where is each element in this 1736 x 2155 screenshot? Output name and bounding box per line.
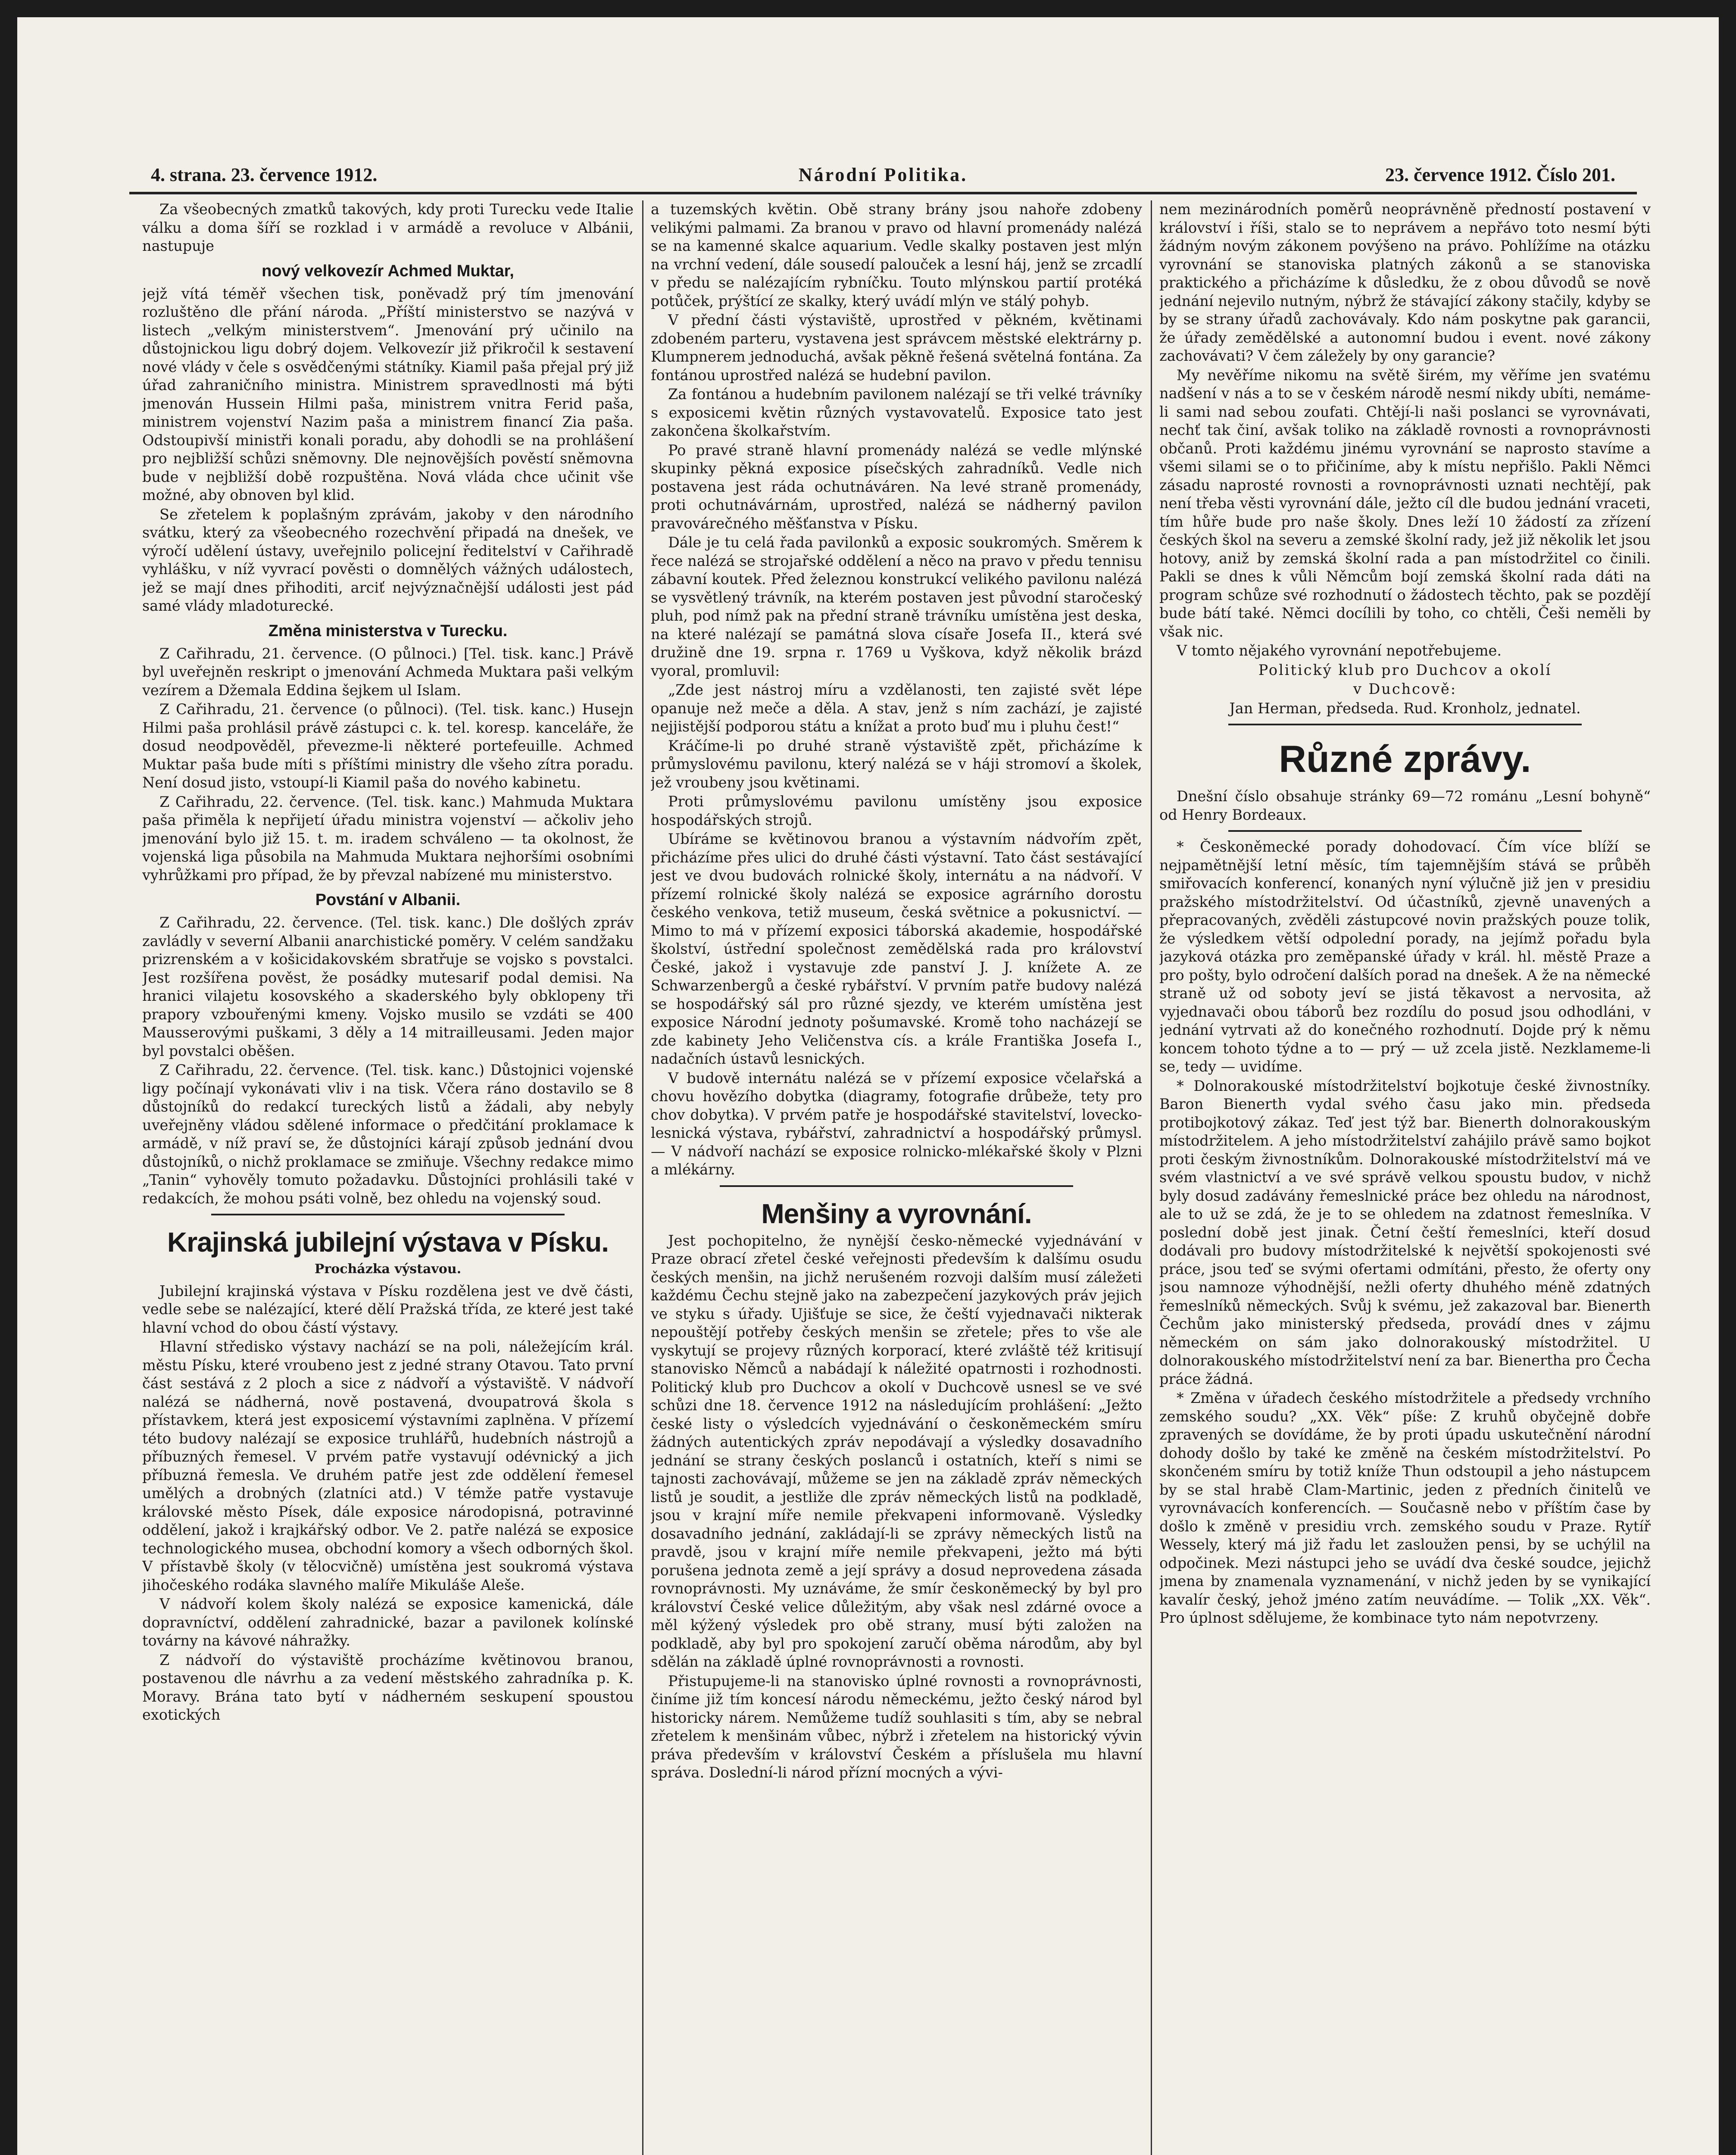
column-2 [651, 200, 1142, 2155]
article-paragraph: Kráčíme-li po druhé straně výstaviště zpět, přicházíme k průmyslovému pavilonu, který nalézá se v háji stromoví a školek, jež vroubeny jsou květinami. [651, 737, 1142, 791]
article-paragraph: Ubíráme se květinovou branou a výstavním nádvořím zpět, přicházíme přes ulici do druhé části výstavní. Tato část sestávající jest ve dvou budovách rolnické školy, internátu a na nádvoří. V přízemí rolnické školy nalézá se exposice agrárního dorostu českého venkova, tetiž museum, česká světnice a pokusnictví. — Mimo to má v přízemí exposici táborská akademie, hospodářské školství, ústřední společnost zemědělská rada pro království České, jakož i vystavuje zde panství J. J. knížete A. ze Schwarzenbergů a české rybářství. V prvním patře budovy nalézá se hospodářský sál pro různé sjezdy, ve kterém umístěna jest exposice Národní jednoty pošumavské. Kromě toho nacházejí se zde kabinety Jeho Veličenstva cís. a krále Františka Josefa I., nadačních ústavů lesnických. [651, 831, 1142, 1067]
article-paragraph: jejž vítá téměř všechen tisk, poněvadž prý tím jmenování rozluštěno dle přání národa. „Příští ministerstvo se nazývá v listech „velkým ministerstvem“. Jmenování prý učinilo na důstojnickou ligu dobrý dojem. Velkovezír již přikročil k sestavení nové vlády v čele s osvědčenými státníky. Kiamil paša přejal prý již úřad zahraničního ministra. Ministrem spravedlnosti má býti jmenován Hussein Hilmi paša, ministrem vnitra Ferid paša, ministrem vojenství Nazim paša a ministrem financí Zia paša. Odstoupivší ministři konali poradu, aby dohodli se na prohlášení pro nejbližší schůzi sněmovny. Dle nejnovějších pověstí sněmovna bude v nejbližší době rozpuštěna. Nová vláda chce učinit vše možné, aby obnoven byl klid. [142, 285, 634, 503]
signatories: Jan Herman, předseda. Rud. Kronholz, jednatel. [1229, 700, 1581, 717]
column-3 [1159, 200, 1651, 2155]
section-heading: Změna ministerstva v Turecku. [268, 622, 508, 640]
section-divider [1228, 724, 1582, 725]
article-paragraph: Za všeobecných zmatků takových, kdy proti Turecku vede Italie válku a doma šíří se rozklad i v armádě a revoluce v Albánii, nastupuje [142, 201, 634, 254]
header-issue-number: 23. července 1912. Číslo 201. [1385, 164, 1615, 185]
column-1 [142, 200, 634, 2155]
section-divider [211, 1214, 565, 1215]
section-divider [720, 1185, 1073, 1187]
article-paragraph: Po pravé straně hlavní promenády nalézá se vedle mlýnské skupinky pěkná exposice písečských zahradníků. Vedle nich postavena jest ráda ochutnáváren. Na levé straně promenády, proti ochutnávárnám, uprostřed, nalézá se nádherný pavilon pravovárečného měšťanstva v Písku. [651, 441, 1142, 532]
page-header [125, 164, 1641, 190]
column-divider [1151, 200, 1152, 2155]
section-heading: nový velkovezír Achmed Muktar, [262, 262, 514, 280]
article-paragraph: Proti průmyslovému pavilonu umístěny jsou exposice hospodářských strojů. [651, 793, 1142, 828]
header-rule [129, 192, 1637, 194]
article-paragraph: Z Cařihradu, 22. července. (Tel. tisk. kanc.) Mahmuda Muktara paša přiměla k nepřijetí úřadu ministra vojenství — ačkoliv jeho jmenování bylo již 15. t. m. iradem schváleno — ta okolnost, že vojenská liga působila na Mahmuda Muktara nejhoršími osobními vyhrůžkami pro případ, že by převzal nabízené mu ministerstvo. [142, 793, 634, 884]
news-item: * Změna v úřadech českého místodržitele a předsedy vrchního zemského soudu? „XX. Věk“ píše: Z kruhů obyčejně dobře zpravených se dovídáme, že by proti úpadu uskutečnění národní dohody došlo by také ke změně na českém místodržitelství. Po skončeném smíru by totiž kníže Thun odstoupil a jeho nástupcem by se stal hrabě Clam-Martinic, jeden z předních činitelů ve vyrovnávacích konferencích. — Současně nebo v příštím čase by došlo k změně v presidiu vrch. zemského soudu v Praze. Rytíř Wessely, který má již řadu let zasloužen pensi, by se uchýlil na odpočinek. Mezi nástupci jeho se uvádí dva české soudce, jejichž jmena by znamenala vyznamenání, v nichž jeden by se vynikající kavalír český, jehož jméno zatím neuvádíme. — Tolik „XX. Věk“. Pro úplnost sdělujeme, že kombinace tyto nám nepotvrzeny. [1159, 1390, 1651, 1626]
article-paragraph: Přistupujeme-li na stanovisko úplné rovnosti a rovnoprávnosti, činíme již tím koncesí národu německému, ježto český národ byl historicky nárem. Nemůžeme tudíž souhlasiti s tím, aby se nebral zřetelem k menšinám vůbec, nýbrž i zřetelem na historický vývin práva především v království Českém a příslušela mu hlavní správa. Doslední-li národ přízní mocných a vývi- [651, 1672, 1142, 1781]
article-headline: Menšiny a vyrovnání. [761, 1198, 1032, 1229]
masthead-title: Národní Politika. [798, 164, 968, 185]
article-subheading: Procházka výstavou. [314, 1262, 462, 1277]
article-paragraph: Dále je tu celá řada pavilonků a exposic soukromých. Směrem k řece nalézá se strojařské oddělení a něco na pravo v předu tennisu zábavní koutek. Před železnou konstrukcí velikého pavilonu nalézá se vysvětlený trávník, na kterém postaven jest původní staročeský pluh, pod nímž pak na přední straně trávníku umístěna jest deska, na které nalézají se památná slova císaře Josefa II., která své družině dne 19. srpna r. 1769 u Vyškova, když několik brázd vyoral, promluvil: [651, 534, 1142, 679]
news-item: * Dolnorakouské místodržitelství bojkotuje české živnostníky. Baron Bienerth vydal svého času jako min. předseda protibojkotový zákaz. Teď jest týž bar. Bienerth dolnorakouským místodržitelem. A jeho místodržitelství zahájilo právě samo bojkot proti českým živnostníkům. Dolnorakouské místodržitelství má ve svém vlastnictví a ve své správě velkou spoustu budov, v nichž byly dosud zadávány řemeslnické práce bez ohledu na národnost, ale to už se zdá, že je to se ohledem na zdatnost řemeslníka. V poslední době jest jinak. Četní čeští řemeslníci, kteří dosud dodávali pro budovy místodržitelské k největší spokojenosti své práce, jsou teď se svými ofertami odmítáni, přesto, že oferty ony jsou namnoze výhodnější, nežli oferty dhuhého méně zdatných řemeslníků německých. Svůj k svému, jež zakazoval bar. Bienerth Čechům jako ministerský předseda, provádí dnes v zájmu německém on sám jako dolnorakouský místodržitel. U dolnorakouského místodržitelství není za bar. Bienertha pro Čecha práce žádná. [1159, 1077, 1651, 1387]
article-headline: Krajinská jubilejní výstava v Písku. [167, 1227, 609, 1258]
article-paragraph: Jest pochopitelno, že nynější česko-německé vyjednávání v Praze obrací zřetel české veřejnosti především k dalšímu osudu českých menšin, na jichž nerušeném rozvoji dalším musí záležeti každému Čechu stejně jako na zabezpečení jazykových práv jejich ve styku s úřady. Ujišťuje se sice, že čeští vyjednavači nikterak nepouštějí potřeby českých menšin se zřetele; přes to vše ale vyskytují se projevy různých korporací, které zvláště též kritisují stanovisko Němců a nabádají k náležité opatrnosti i rozhodnosti. Politický klub pro Duchcov a okolí v Duchcově usnesl se ve své schůzi dne 18. července 1912 na následujícím prohlášení: „Ježto české listy o výsledcích vyjednávání o českoněmeckém smíru žádných autentických zpráv nepodávají a výsledky dosavadního jednání se strany českých poslanců i ostatních, kteří s nimi se tajnosti zachovávají, můžeme se jen na základě zpráv německých listů je soudit, a jestliže dle zpráv německých listů na podkladě, jsou v krajní míře nemile překvapeni informovaně. Výsledky dosavadního jednání, zakládají-li se zprávy německých listů na pravdě, jsou v krajní míře nemile překvapeni, ježto má býti porušena jednota země a její správy a dosud neprovedena zásada rovnoprávnosti. My uznáváme, že smír českoněmecký by byl pro království České velice důležitým, aby však nesl zdárné ovoce a měl kýžený výsledek pro obě strany, musí býti založen na podkladě, aby byl pro spokojení zaručí oběma národům, aby byl sdělán na základě úplné rovnoprávnosti a rovnosti. [651, 1232, 1142, 1670]
article-paragraph: Z Cařihradu, 21. července. (O půlnoci.) [Tel. tisk. kanc.] Právě byl uveřejněn reskript o jmenování Achmeda Muktara paši velkým vezírem a Džemala Eddina šejkem ul Islam. [142, 645, 634, 699]
article-paragraph: Z Cařihradu, 22. července. (Tel. tisk. kanc.) Důstojnici vojenské ligy počínají vykonávati vliv i na tisk. Včera ráno dostavilo se 8 důstojníků do redakcí tureckých listů a žádali, aby nebyly uveřejněny vládou sdělené informace o předčitání proklamace k armádě, v níž praví se, že důstojníci kárají způsob jednání dvou důstojníků, o nichž proklamace se zmiňuje. Všechny redakce mimo „Tanin“ vyhověly tomuto požadavku. Důstojníci prohlásili také v redakcích, že mohou psáti volně, bez ohledu na vojenský soud. [142, 1062, 634, 1207]
article-paragraph: Dnešní číslo obsahuje stránky 69—72 románu „Lesní bohyně“ od Henry Bordeaux. [1159, 788, 1651, 823]
article-paragraph: Z Cařihradu, 22. července. (Tel. tisk. kanc.) Dle došlých zpráv zavládly v severní Albanii anarchistické poměry. V celém sandžaku prizrenském a v košicidakovském sbratřuje se vojsko s povstalci. Jest rozšířena pověst, že posádky mutesarif podal demisi. Na hranici vilajetu kosovského a skaderského byly obklopeny tři prapory vzbouřenými kmeny. Vojsko musilo se vzdáti se 400 Mausserovými puškami, 3 děly a 14 mitrailleusami. Jeden major byl povstalci oběšen. [142, 914, 634, 1059]
section-heading: Povstání v Albanii. [315, 891, 461, 909]
article-paragraph: Za fontánou a hudebním pavilonem nalézají se tři velké trávníky s exposicemi květin různých vystavovatelů. Exposice tato jest zakončena školkařstvím. [651, 386, 1142, 439]
header-page-date: 4. strana. 23. července 1912. [151, 164, 378, 185]
article-paragraph: V budově internátu nalézá se v přízemí exposice včelařská a chovu hovězího dobytka (diagramy, fotografie drůbeže, tety pro chov dobytka). V prvém patře je hospodářské stavitelství, lovecko-lesnická výstava, rybářství, zahradnictví a hospodářský průmysl. — V nádvoří nachází se exposice rolnicko-mlékařské školy v Plzni a mlékárny. [651, 1069, 1142, 1178]
article-paragraph: V přední části výstaviště, uprostřed v pěkném, květinami zdobeném parteru, vystavena jest správcem městské elektrárny p. Klumpnerem jednoduchá, avšak pěkně řešená světelná fontána. Za fontánou uprostřed nalézá se hudební pavilon. [651, 312, 1142, 384]
article-paragraph: Se zřetelem k poplašným zprávám, jakoby v den národního svátku, který za všeobecného rozechvění připadá na dnešek, ve výročí udělení ústavy, uveřejnilo policejní ředitelství v Cařihradě vyhlášku, v níž vyvrací pověsti o domnělých vážných událostech, jež se mají dnes přihoditi, arciť nejvýznačnější události jest pád samé vlády mladoturecké. [142, 506, 634, 614]
article-paragraph: Z Cařihradu, 21. července (o půlnoci). (Tel. tisk. kanc.) Husejn Hilmi paša prohlásil právě zástupci c. k. tel. koresp. kanceláře, že dosud neodpověděl, převezme-li některé portefeuille. Achmed Muktar paša bude míti s příštími ministry dle všeho zítra poradu. Není dosud jisto, vstoupí-li Kiamil paša do nového kabinetu. [142, 701, 634, 791]
article-paragraph: V tomto nějakého vyrovnání nepotřebujeme. [1177, 642, 1502, 659]
article-paragraph: My nevěříme nikomu na světě širém, my věříme jen svatému nadšení v nás a to se v českém národě nesmí nikdy ubíti, nemáme-li sami nad sebou zoufati. Chtějí-li naši poslanci se vyrovnávati, nechť tak činí, avšak toliko na základě rovnosti a rovnoprávnosti občanů. Proti každému jinému vyrovnání se naprosto stavíme a všemi silami se o to přičiníme, aby k místu nepřišlo. Pakli Němci zásadu naprosté rovnosti a rovnoprávnosti uznati nechtějí, pak není třeba věsti vyrovnání dále, ježto cíl dle budou jednání vraceti, tím hůře bude pro naše školy. Dnes leží 10 žádostí za zřízení českých škol na severu a zemské školní rady, jež již několik let jsou hotovy, aniž by zemská školní rada a pan místodržitel co činili. Pakli se dnes k vůli Němcům bojí zemská školní rada dáti na program schůze své rozhodnutí o žádostech těchto, pak se pozdějí bude bátí také. Němci docílili by toho, co chtěli, Češi neměli by však nic. [1159, 366, 1651, 640]
section-divider [1228, 830, 1582, 832]
article-paragraph: a tuzemských květin. Obě strany brány jsou nahoře zdobeny velikými palmami. Za branou v pravo od hlavní promenády nalézá se na kamenné skalce aquarium. Vedle skalky postaven jest mlýn na vrchní vedení, dále sousedí palouček a lesní háj, jenž se zrcadlí v předu se nalézajícím rybníčku. Touto mlýnskou partií protéká potůček, prýštící ze skalky, který uvádí mlýn ve stálý pohyb. [651, 201, 1142, 309]
article-paragraph: Hlavní středisko výstavy nachází se na poli, náležejícím král. městu Písku, které vroubeno jest z jedné strany Otavou. Tato první část sestává z 2 ploch a sice z nádvoří a výstaviště. V nádvoří nalézá se nádherná, nově postavená, dvoupatrová škola s přístavkem, která jest exposicemí výstavními zaplněna. V přízemí této budovy nalézají se exposice truhlářů, hudebních nástrojů a příbuzných řemesel. V prvém patře vystavují odévnický a jich příbuzná řemesla. Ve druhém patře jest zde oddělení řemesel umělých a drobných (zlatníci atd.) V témže patře vystavuje královské město Písek, dále exposice národopisná, potravinné oddělení, jakož i krajkářský odbor. Ve 2. patře nalézá se exposice technologického musea, obchodní komory a všech odborných škol. V přístavbě školy (v tělocvičně) umístěna jest soukromá výstava jihočeského rodáka slavného malíře Mikuláše Aleše. [142, 1338, 634, 1593]
quotation: „Zde jest nástroj míru a vzdělanosti, ten zajisté svět lépe opanuje než meče a děla. A stav, jenž s ním zachází, je zajisté nejjistější podporou státu a knížat a proto buď mu i pluhu čest!“ [651, 681, 1142, 735]
article-paragraph: Jubilejní krajinská výstava v Písku rozdělena jest ve dvě části, vedle sebe se nalézající, které dělí Pražská třída, ze které jest také hlavní vchod do obou částí výstavy. [142, 1282, 634, 1336]
article-paragraph: Z nádvoří do výstaviště procházíme květinovou branou, postavenou dle návrhu a za vedení městského zahradníka p. K. Moravy. Brána tato bytí v nádherném seskupení spoustou exotických [142, 1651, 634, 1723]
article-paragraph: nem mezinárodních poměrů neoprávněně předností postavení v království i říši, stalo se to neprávem a nepřávo toto nesmí býti žádným novým zákonem povýšeno na právo. Pohlížíme na otázku vyrovnání se stanoviska platných zákonů a se stanoviska praktického a přicházíme k důsledku, že z obou důvodů se nově jednání nejevilo nutným, nýbrž že stávající zákony stačily, kdyby se by se strany úřadů zachovávaly. Kdo nám poskytne pak garancii, že úřady zemědělské a autonomní budou i event. nové zákony zachovávati? V čem záležely by ony garancie? [1159, 201, 1651, 364]
club-signature: Politický klub pro Duchcov a okolí [1258, 661, 1552, 678]
club-signature: v Duchcově: [1353, 681, 1457, 697]
news-item: * Českoněmecké porady dohodovací. Čím více blíží se nejpamětnější letní měsíc, tím tajemnějším stává se průběh smiřovacích konferencí, konaných nyní výlučně již jen v presidiu pražského místodržitelství. Od účastníků, zjevně unavených a přepracovaných, zvěděli zástupcové novin pražských pouze tolik, že výsledkem větší odpolední porady, na jejímž pořadu byla jazyková otázka pro zeměpanské úřady v král. hl. městě Praze a pro pošty, bylo odročení dalších porad na dnešek. A že na německé straně už od soboty jeví se jistá těkavost a nervosita, až vyjednavači obou táborů bez rozdílu do posud jsou odhodláni, v jednání vytrvati až do konečného rozhodnutí. Dojde prý k němu koncem tohoto týdne a to — prý — už zcela jistě. Nezklameme-li se, tedy — uvidíme. [1159, 838, 1651, 1075]
column-divider [642, 200, 643, 2155]
newspaper-page [17, 17, 1719, 2155]
section-headline: Různé zprávy. [1279, 737, 1531, 780]
article-paragraph: V nádvoří kolem školy nalézá se exposice kamenická, dále dopravníctví, oddělení zahradnické, bazar a pavilonek kolínské továrny na kávové náhražky. [142, 1596, 634, 1649]
